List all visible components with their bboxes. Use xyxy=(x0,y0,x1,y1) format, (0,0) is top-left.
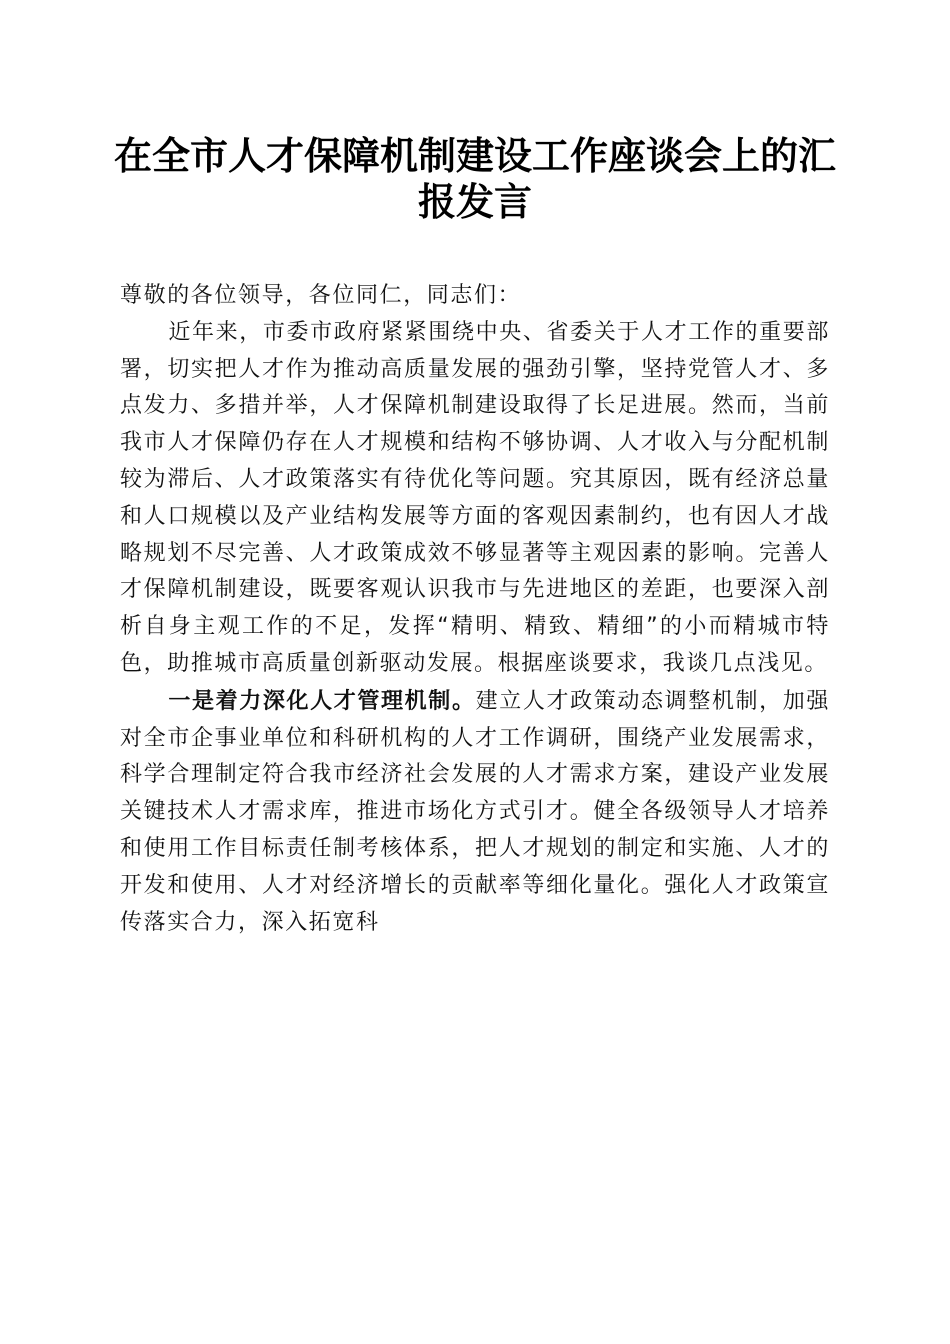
document-body xyxy=(120,278,830,941)
paragraph-point-one xyxy=(120,683,830,942)
paragraph-lead-heading: 一是着力深化人才管理机制。 xyxy=(168,687,476,714)
paragraph-text: 建立人才政策动态调整机制，加强对全市企事业单位和科研机构的人才工作调研，围绕产业发展需求，科学合理制定符合我市经济社会发展的人才需求方案，建设产业发展关键技术人才需求库，推进市场化方式引才。健全各级领导人才培养和使用工作目标责任制考核体系，把人才规划的制定和实施、人才的开发和使用、人才对经济增长的贡献率等细化量化。强化人才政策宣传落实合力，深入拓宽科 xyxy=(120,688,830,935)
paragraph-text: 近年来，市委市政府紧紧围绕中央、省委关于人才工作的重要部署，切实把人才作为推动高质量发展的强劲引擎，坚持党管人才、多点发力、多措并举，人才保障机制建设取得了长足进展。然而，当前我市人才保障仍存在人才规模和结构不够协调、人才收入与分配机制较为滞后、人才政策落实有待优化等问题。究其原因，既有经济总量和人口规模以及产业结构发展等方面的客观因素制约，也有因人才战略规划不尽完善、人才政策成效不够显著等主观因素的影响。完善人才保障机制建设，既要客观认识我市与先进地区的差距，也要深入剖析自身主观工作的不足，发挥“精明、精致、精细”的小而精城市特色，助推城市高质量创新驱动发展。根据座谈要求，我谈几点浅见。 xyxy=(120,319,830,676)
paragraph-intro xyxy=(120,315,830,683)
document-title: 在全市人才保障机制建设工作座谈会上的汇报发言 xyxy=(113,133,836,224)
salutation: 尊敬的各位领导，各位同仁，同志们： xyxy=(120,283,522,308)
